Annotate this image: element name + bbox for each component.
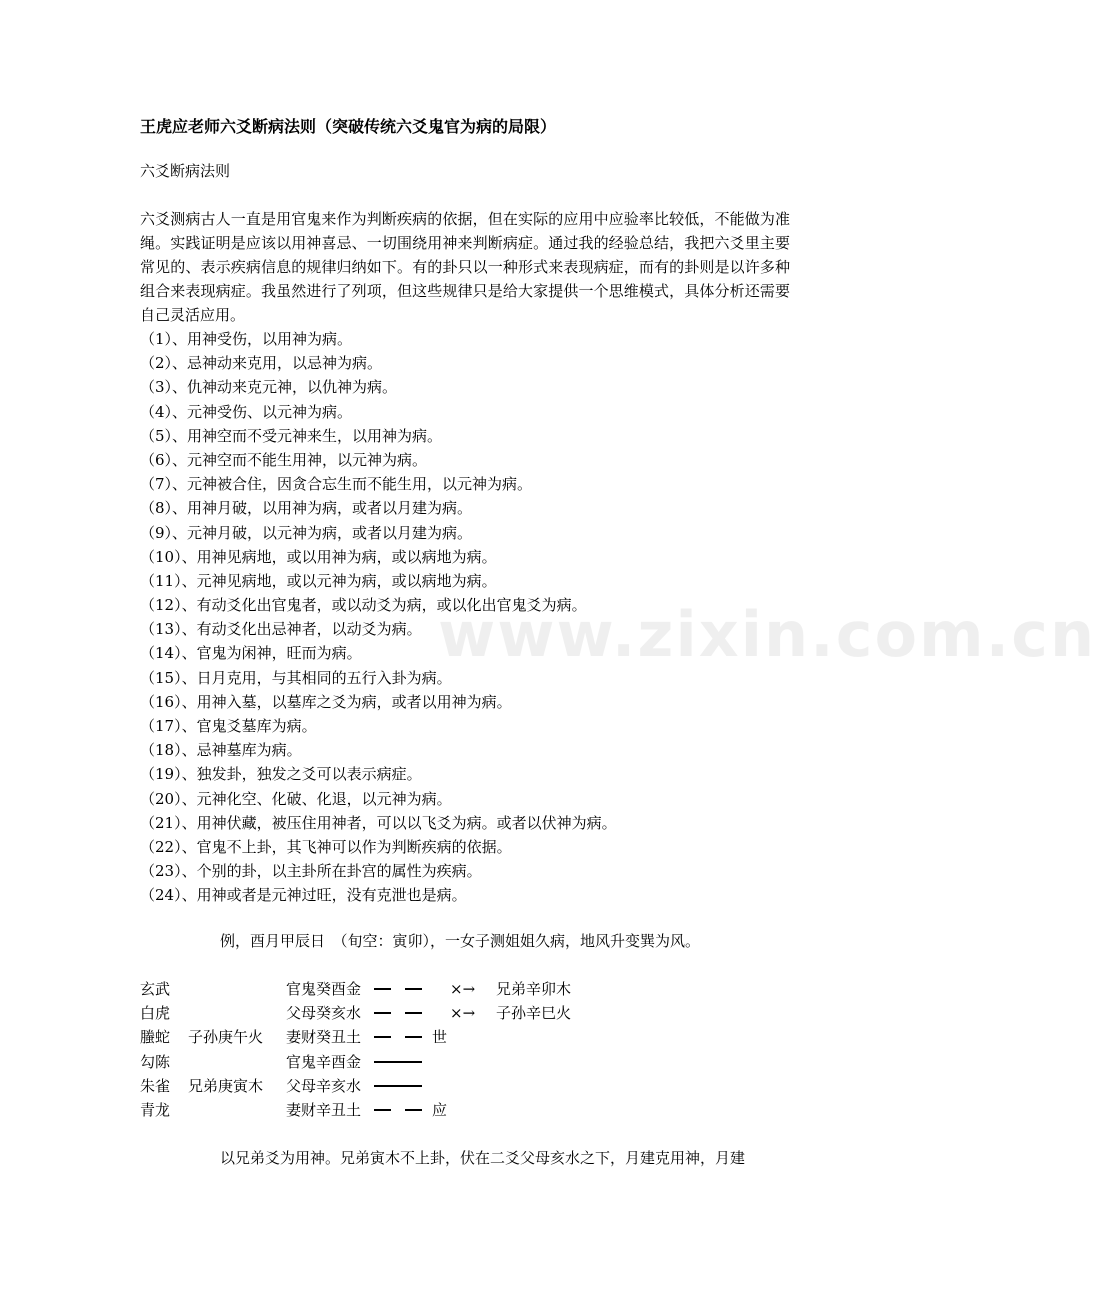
example-heading: 例，酉月甲辰日 （旬空：寅卯），一女子测姐姐久病，地风升变巽为风。 bbox=[220, 932, 701, 950]
rule-item: （20）、元神化空、化破、化退，以元神为病。 bbox=[140, 789, 452, 808]
line-label: 官鬼癸酉金 bbox=[286, 980, 362, 998]
six-spirit-label: 朱雀 bbox=[140, 1076, 171, 1095]
yin-line-symbol bbox=[374, 1109, 422, 1113]
yin-line-symbol bbox=[374, 988, 422, 992]
rule-item: （11）、元神见病地，或以元神为病，或以病地为病。 bbox=[140, 571, 497, 590]
six-spirit-label: 白虎 bbox=[140, 1004, 171, 1023]
rule-item: （2）、忌神动来克用，以忌神为病。 bbox=[140, 354, 383, 373]
shi-ying-marker: 世 bbox=[432, 1028, 448, 1047]
hexagram-row bbox=[140, 1074, 740, 1098]
line-label: 妻财辛丑土 bbox=[286, 1100, 362, 1119]
rule-item: （9）、元神月破，以元神为病，或者以月建为病。 bbox=[140, 523, 473, 542]
yin-line-symbol bbox=[374, 1036, 422, 1040]
rule-item: （23）、个别的卦，以主卦所在卦宫的属性为疾病。 bbox=[140, 862, 482, 881]
hidden-line-label: 子孙庚午火 bbox=[188, 1028, 264, 1047]
rule-item: （12）、有动爻化出官鬼者，或以动爻为病，或以化出官鬼爻为病。 bbox=[140, 596, 587, 615]
yang-line-symbol bbox=[374, 1085, 422, 1089]
analysis-paragraph: 以兄弟爻为用神。兄弟寅木不上卦，伏在二爻父母亥水之下，月建克用神，月建 bbox=[220, 1149, 746, 1167]
rule-item: （15）、日月克用，与其相同的五行入卦为病。 bbox=[140, 668, 452, 687]
section-heading: 六爻断病法则 bbox=[140, 162, 231, 180]
rule-item: （7）、元神被合住，因贪合忘生而不能生用，以元神为病。 bbox=[140, 475, 533, 494]
rule-item: （6）、元神空而不能生用神，以元神为病。 bbox=[140, 450, 428, 469]
rule-item: （1）、用神受伤，以用神为病。 bbox=[140, 330, 353, 348]
line-segment bbox=[374, 1061, 422, 1063]
hexagram-row bbox=[140, 1098, 740, 1122]
hexagram-row bbox=[140, 977, 740, 1001]
hexagram-table bbox=[140, 977, 740, 1122]
yin-line-symbol bbox=[374, 1012, 422, 1016]
line-segment bbox=[405, 1012, 422, 1014]
rule-item: （18）、忌神墓库为病。 bbox=[140, 741, 302, 760]
six-spirit-label: 青龙 bbox=[140, 1100, 171, 1119]
line-label: 官鬼辛酉金 bbox=[286, 1052, 362, 1071]
rule-item: （21）、用神伏藏，被压住用神者，可以以飞爻为病。或者以伏神为病。 bbox=[140, 813, 617, 832]
shi-ying-marker: 应 bbox=[432, 1100, 448, 1119]
six-spirit-label: 勾陈 bbox=[140, 1052, 171, 1071]
line-segment bbox=[405, 1036, 422, 1038]
line-segment bbox=[374, 1109, 391, 1111]
changed-line-label: 兄弟辛卯木 bbox=[496, 980, 572, 998]
rule-item: （14）、官鬼为闲神，旺而为病。 bbox=[140, 644, 362, 663]
rules-list bbox=[140, 327, 617, 908]
document-title: 王虎应老师六爻断病法则（突破传统六爻鬼官为病的局限） bbox=[140, 117, 557, 136]
line-segment bbox=[374, 988, 391, 990]
moving-line-marker: ×→ bbox=[450, 980, 476, 998]
yang-line-symbol bbox=[374, 1061, 422, 1065]
rule-item: （5）、用神空而不受元神来生，以用神为病。 bbox=[140, 426, 443, 445]
line-segment bbox=[405, 988, 422, 990]
line-label: 父母辛亥水 bbox=[286, 1076, 362, 1095]
rule-item: （16）、用神入墓，以墓库之爻为病，或者以用神为病。 bbox=[140, 692, 512, 711]
intro-text: 六爻测病古人一直是用官鬼来作为判断疾病的依据，但在实际的应用中应验率比较低，不能做为准绳。实践证明是应该以用神喜忌、一切围绕用神来判断病症。通过我的经验总结，我把六爻里主要常见的、表示疾病信息的规律归纳如下。有的卦只以一种形式来表现病症，而有的卦则是以许多种组合来表现病症。我虽然进行了列项，但这些规律只是给大家提供一个思维模式，具体分析还需要自己灵活应用。 bbox=[140, 210, 790, 324]
rule-item: （19）、独发卦，独发之爻可以表示病症。 bbox=[140, 765, 422, 784]
line-segment bbox=[405, 1109, 422, 1111]
six-spirit-label: 玄武 bbox=[140, 980, 171, 998]
line-label: 父母癸亥水 bbox=[286, 1004, 362, 1023]
intro-paragraph bbox=[140, 207, 790, 327]
changed-line-label: 子孙辛巳火 bbox=[496, 1004, 572, 1023]
rule-item: （22）、官鬼不上卦，其飞神可以作为判断疾病的依据。 bbox=[140, 837, 512, 856]
hidden-line-label: 兄弟庚寅木 bbox=[188, 1076, 264, 1095]
line-segment bbox=[374, 1036, 391, 1038]
rule-item: （3）、仇神动来克元神，以仇神为病。 bbox=[140, 378, 398, 397]
rule-item: （13）、有动爻化出忌神者，以动爻为病。 bbox=[140, 620, 422, 639]
hexagram-row bbox=[140, 1025, 740, 1049]
rule-item: （17）、官鬼爻墓库为病。 bbox=[140, 717, 317, 735]
moving-line-marker: ×→ bbox=[450, 1004, 476, 1023]
line-segment bbox=[374, 1085, 422, 1087]
hexagram-row bbox=[140, 1001, 740, 1025]
line-segment bbox=[374, 1012, 391, 1014]
hexagram-row bbox=[140, 1050, 740, 1074]
six-spirit-label: 螣蛇 bbox=[140, 1028, 171, 1047]
rule-item: （10）、用神见病地，或以用神为病，或以病地为病。 bbox=[140, 547, 497, 566]
watermark: www.zixin.com.cn bbox=[438, 598, 1096, 671]
rule-item: （4）、元神受伤、以元神为病。 bbox=[140, 402, 353, 421]
rule-item: （24）、用神或者是元神过旺，没有克泄也是病。 bbox=[140, 886, 467, 905]
line-label: 妻财癸丑土 bbox=[286, 1028, 362, 1047]
rule-item: （8）、用神月破，以用神为病，或者以月建为病。 bbox=[140, 499, 473, 518]
